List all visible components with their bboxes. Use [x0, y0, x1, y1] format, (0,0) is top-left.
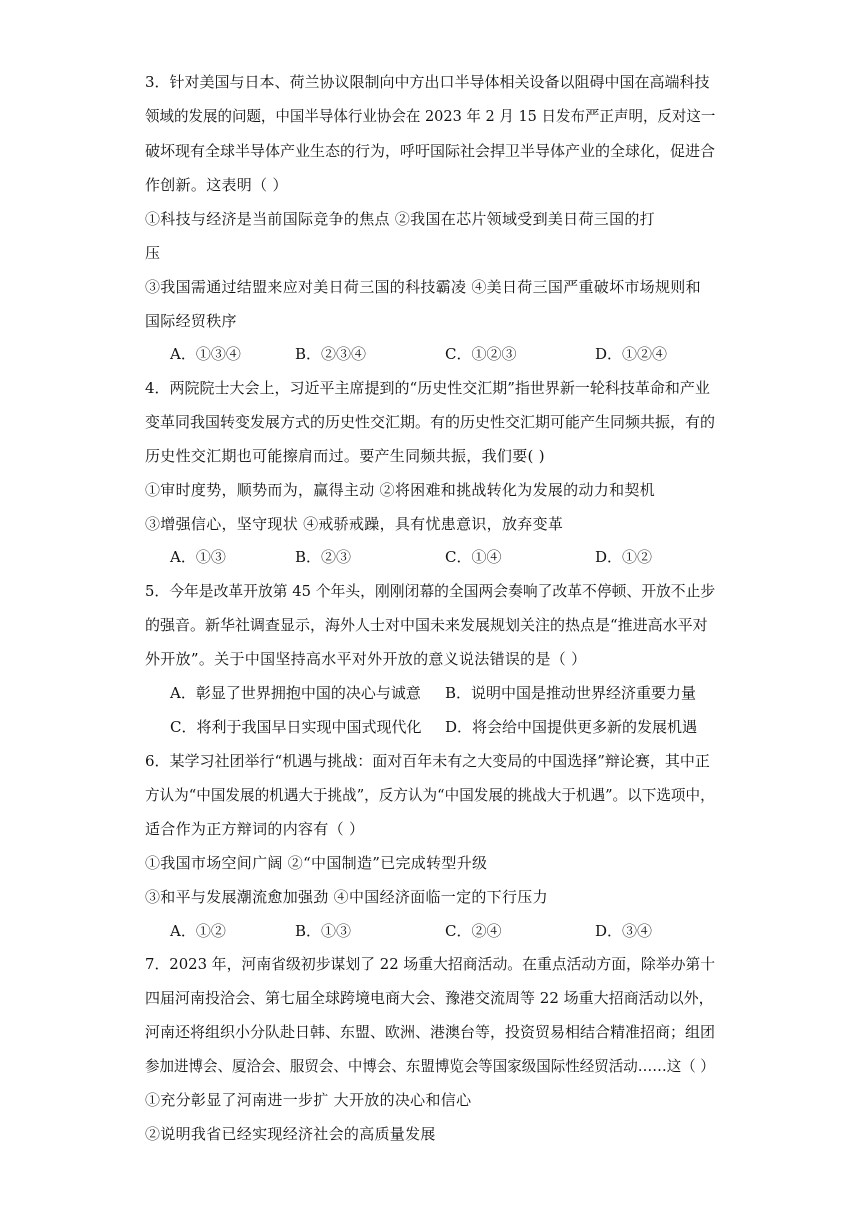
- q4-stem-line-2: 变革同我国转变发展方式的历史性交汇期。有的历史性交汇期可能产生同频共振，有的: [145, 413, 716, 431]
- q7-statement-line-2: ②说明我省已经实现经济社会的高质量发展: [145, 1125, 436, 1143]
- q4-statement-line-2: ③增强信心，坚守现状 ④戒骄戒躁，具有忧患意识，放弃变革: [145, 515, 564, 533]
- q5-stem-line-3: 外开放”。关于中国坚持高水平对外开放的意义说法错误的是（ ）: [145, 650, 587, 668]
- q4-option-d[interactable]: D．①②: [595, 548, 653, 566]
- q7-stem-line-3: 河南还将组织小分队赴日韩、东盟、欧洲、港澳台等，投资贸易相结合精准招商；组团: [145, 1023, 716, 1041]
- q6-option-a[interactable]: A．①②: [170, 922, 226, 940]
- q6-option-c[interactable]: C．②④: [445, 922, 502, 940]
- q3-stem-line-3: 破坏现有全球半导体产业生态的行为，呼吁国际社会捍卫半导体产业的全球化，促进合: [145, 142, 716, 160]
- q6-statement-line-1: ①我国市场空间广阔 ②“中国制造”已完成转型升级: [145, 854, 488, 872]
- q3-option-b[interactable]: B．②③④: [295, 345, 367, 363]
- q7-stem-line-1: 7．2023 年，河南省级初步谋划了 22 场重大招商活动。在重点活动方面，除举办第十: [145, 955, 716, 973]
- q3-statement-line-4: 国际经贸秩序: [145, 312, 237, 330]
- q6-statement-line-2: ③和平与发展潮流愈加强劲 ④中国经济面临一定的下行压力: [145, 888, 548, 906]
- q4-stem-line-1: 4．两院院士大会上，习近平主席提到的“历史性交汇期”指世界新一轮科技革命和产业: [145, 379, 710, 397]
- q7-stem-line-4: 参加进博会、厦洽会、服贸会、中博会、东盟博览会等国家级国际性经贸活动……这（ ）: [145, 1057, 715, 1075]
- q3-option-d[interactable]: D．①②④: [595, 345, 668, 363]
- q5-stem-line-1: 5．今年是改革开放第 45 个年头，刚刚闭幕的全国两会奏响了改革不停顿、开放不止步: [145, 582, 716, 600]
- q6-option-b[interactable]: B．①③: [295, 922, 352, 940]
- q5-option-c[interactable]: C．将利于我国早日实现中国式现代化: [170, 718, 422, 736]
- q4-statement-line-1: ①审时度势，顺势而为，赢得主动 ②将困难和挑战转化为发展的动力和契机: [145, 481, 655, 499]
- q4-option-a[interactable]: A．①③: [170, 548, 226, 566]
- q6-stem-line-2: 方认为“中国发展的机遇大于挑战”，反方认为“中国发展的挑战大于机遇”。以下选项中，: [145, 786, 715, 804]
- q3-stem-line-4: 作创新。这表明（ ）: [145, 176, 288, 194]
- q5-option-a[interactable]: A．彰显了世界拥抱中国的决心与诚意: [170, 684, 421, 702]
- q3-stem-line-1: 3．针对美国与日本、荷兰协议限制向中方出口半导体相关设备以阻碍中国在高端科技: [145, 73, 710, 91]
- q6-option-d[interactable]: D．③④: [595, 922, 653, 940]
- q3-statement-line-1: ①科技与经济是当前国际竞争的焦点 ②我国在芯片领域受到美日荷三国的打: [145, 210, 655, 228]
- q3-option-c[interactable]: C．①②③: [445, 345, 517, 363]
- q4-stem-line-3: 历史性交汇期也可能擦肩而过。要产生同频共振，我们要( ): [145, 447, 545, 465]
- q6-stem-line-1: 6．某学习社团举行“机遇与挑战：面对百年未有之大变局的中国选择”辩论赛，其中正: [145, 752, 710, 770]
- q3-option-a[interactable]: A．①③④: [170, 345, 241, 363]
- q4-option-b[interactable]: B．②③: [295, 548, 352, 566]
- q5-option-b[interactable]: B．说明中国是推动世界经济重要力量: [445, 684, 697, 702]
- q5-option-d[interactable]: D．将会给中国提供更多新的发展机遇: [445, 718, 698, 736]
- q5-stem-line-2: 的强音。新华社调查显示，海外人士对中国未来发展规划关注的热点是“推进高水平对: [145, 616, 708, 634]
- q7-stem-line-2: 四届河南投洽会、第七届全球跨境电商大会、豫港交流周等 22 场重大招商活动以外，: [145, 989, 714, 1007]
- q7-statement-line-1: ①充分彰显了河南进一步扩 大开放的决心和信心: [145, 1091, 472, 1109]
- q3-statement-line-3: ③我国需通过结盟来应对美日荷三国的科技霸凌 ④美日荷三国严重破坏市场规则和: [145, 278, 701, 296]
- q6-stem-line-3: 适合作为正方辩词的内容有（ ）: [145, 820, 365, 838]
- q3-statement-line-2: 压: [145, 244, 161, 262]
- q3-stem-line-2: 领域的发展的问题，中国半导体行业协会在 2023 年 2 月 15 日发布严正声明，反对这一: [145, 107, 716, 125]
- q4-option-c[interactable]: C．①④: [445, 548, 502, 566]
